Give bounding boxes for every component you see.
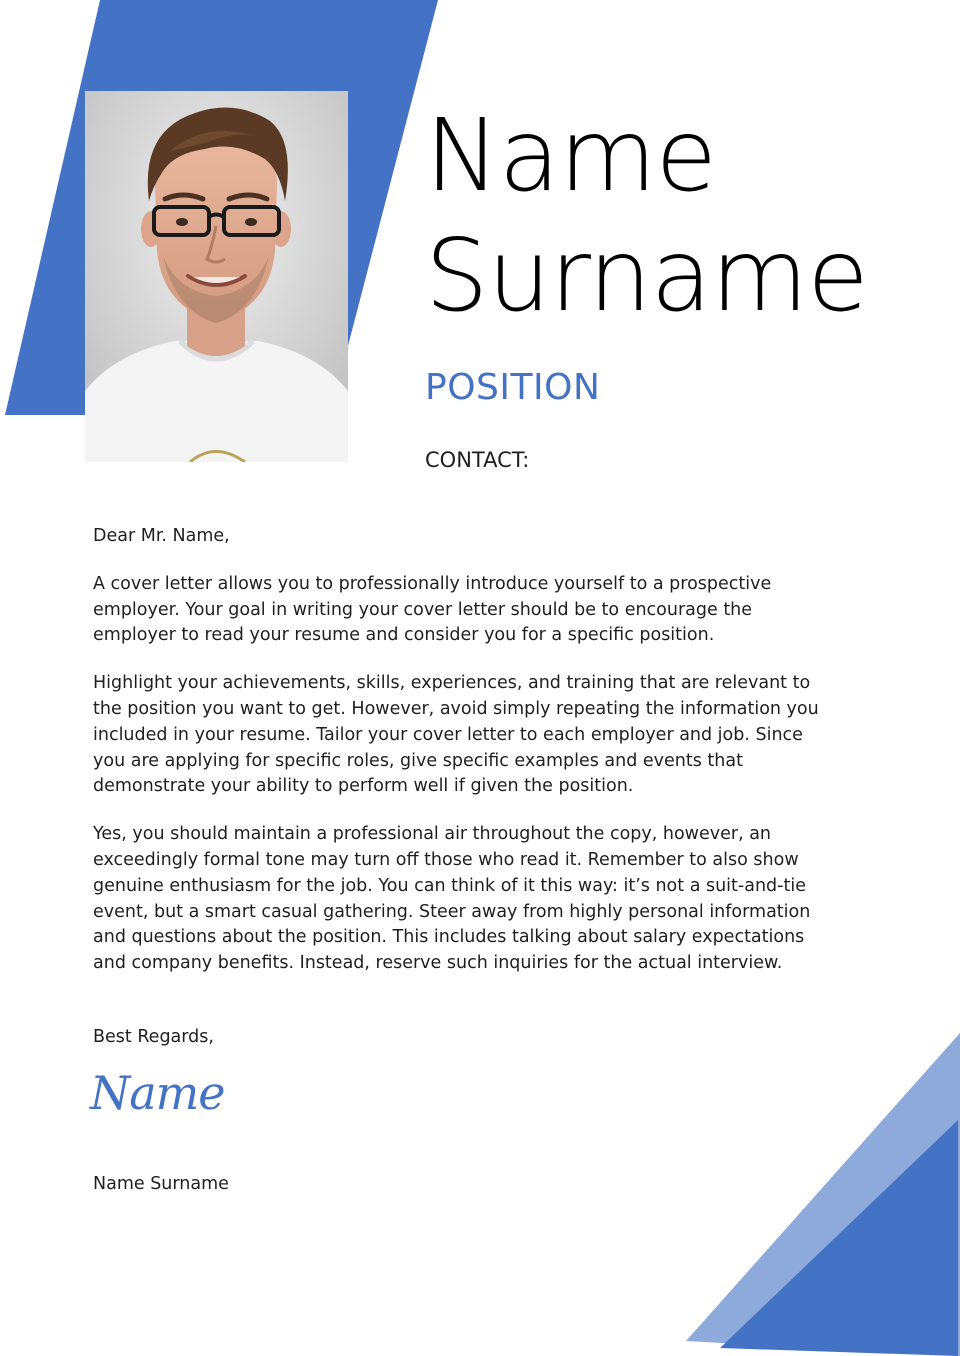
salutation: Dear Mr. Name,	[93, 526, 230, 546]
bottom-blue-shape	[680, 1025, 960, 1356]
position-title: POSITION	[425, 367, 601, 408]
closing: Best Regards,	[93, 1027, 214, 1047]
first-name: Name	[425, 97, 717, 214]
contact-label: CONTACT:	[425, 448, 530, 472]
paragraph-1: A cover letter allows you to professionally introduce yourself to a prospective employer. Your goal in writing your cover letter should be to encourage the employer to read your resume and consider you for a specific position.	[93, 573, 772, 646]
profile-photo	[85, 91, 348, 462]
signature: Name	[90, 1066, 225, 1120]
paragraph-2: Highlight your achievements, skills, experiences, and training that are relevant to the position you want to get. However, avoid simply repeating the information you included in your resume. Tailor your cover letter to each employer and job. Since you are applying for specific roles, give specific examples and events that demonstrate your ability to perform well if given the position.	[93, 673, 819, 797]
last-name: Surname	[425, 217, 868, 334]
letter-body	[93, 524, 833, 999]
paragraph-3: Yes, you should maintain a professional air throughout the copy, however, an exceedingly formal tone may turn off those who read it. Remember to also show genuine enthusiasm for the job. You can think of it this way: it’s not a suit-and-tie event, but a smart casual gathering. Steer away from highly personal information and questions about the position. This includes talking about salary expectations and company benefits. Instead, reserve such inquiries for the actual interview.	[93, 824, 811, 974]
signer-name: Name Surname	[93, 1174, 229, 1194]
